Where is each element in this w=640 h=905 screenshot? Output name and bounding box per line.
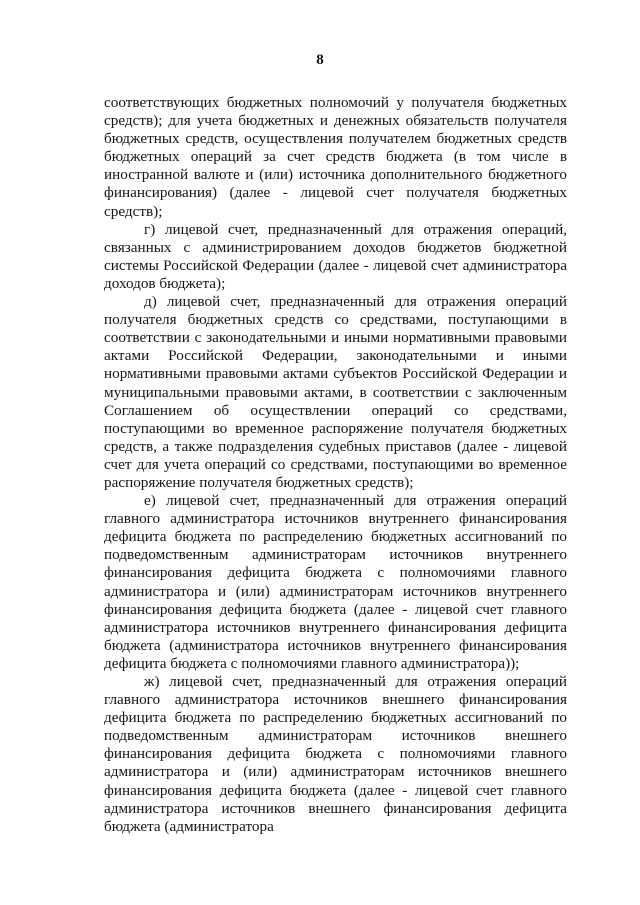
paragraph-item-d: д) лицевой счет, предназначенный для отражения операций получателя бюджетных средств со средствами, поступающими в соответствии с законодательными и иными нормативными правовыми актами Российской Федерации, законодательными и иными нормативными правовыми актами субъектов Российской Федерации и муниципальными правовыми актами, в соответствии с заключенным Соглашением об осуществлении операций со средствами, поступающими во временное распоряжение получателя бюджетных средств, а также подразделения судебных приставов (далее - лицевой счет для учета операций со средствами, поступающими во временное распоряжение получателя бюджетных средств);: [104, 293, 567, 491]
paragraph-item-e: е) лицевой счет, предназначенный для отражения операций главного администратора источников внутреннего финансирования дефицита бюджета по распределению бюджетных ассигнований по подведомственным администраторам источников внутреннего финансирования дефицита бюджета с полномочиями главного администратора и (или) администраторам источников внутреннего финансирования дефицита бюджета (далее - лицевой счет главного администратора источников внутреннего финансирования дефицита бюджета (администратора источников внутреннего финансирования дефицита бюджета с полномочиями главного администратора));: [104, 492, 567, 672]
document-body: [104, 94, 567, 836]
paragraph-continuation: соответствующих бюджетных полномочий у получателя бюджетных средств); для учета бюджетных и денежных обязательств получателя бюджетных средств, осуществления получателем бюджетных средств бюджетных операций за счет средств бюджета (в том числе в иностранной валюте и (или) источника дополнительного бюджетного финансирования) (далее - лицевой счет получателя бюджетных средств);: [104, 94, 567, 220]
page-number: 8: [316, 52, 324, 68]
paragraph-item-zh: ж) лицевой счет, предназначенный для отражения операций главного администратора источников внешнего финансирования дефицита бюджета по распределению бюджетных ассигнований по подведомственным администраторам источников внешнего финансирования дефицита бюджета с полномочиями главного администратора и (или) администраторам источников внешнего финансирования дефицита бюджета (далее - лицевой счет главного администратора источников внешнего финансирования дефицита бюджета (администратора: [104, 673, 567, 835]
paragraph-item-g: г) лицевой счет, предназначенный для отражения операций, связанных с администрированием доходов бюджетов бюджетной системы Российской Федерации (далее - лицевой счет администратора доходов бюджета);: [104, 220, 567, 292]
